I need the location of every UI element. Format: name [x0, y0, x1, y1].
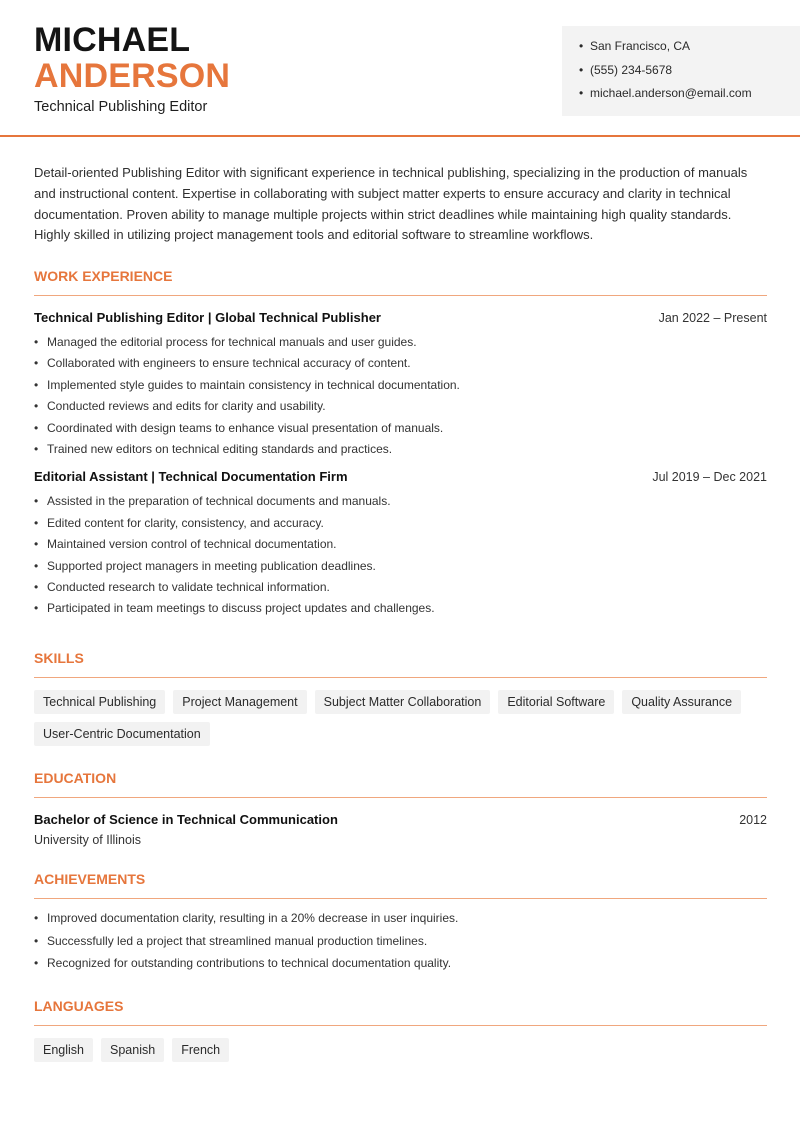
skills-section: [34, 648, 767, 746]
list-item: • Successfully led a project that streamlined manual production timelines.: [34, 930, 767, 953]
contact-phone: • (555) 234-5678: [579, 62, 800, 86]
last-name: ANDERSON: [34, 57, 231, 95]
job-entry-title: Technical Publishing Editor | Global Technical Publisher: [34, 310, 381, 325]
skill-tag: Technical Publishing: [34, 690, 165, 714]
graduation-year: 2012: [739, 813, 767, 827]
list-item: • Supported project managers in meeting publication deadlines.: [34, 556, 767, 577]
list-item: • Conducted reviews and edits for clarity and usability.: [34, 396, 767, 417]
skill-tag: Project Management: [173, 690, 306, 714]
contact-email: • michael.anderson@email.com: [579, 85, 800, 109]
skill-tag: Quality Assurance: [622, 690, 741, 714]
list-item: • Participated in team meetings to discuss project updates and challenges.: [34, 598, 767, 619]
section-divider: [34, 797, 767, 798]
section-title: ACHIEVEMENTS: [34, 871, 146, 887]
achievements-list: [34, 907, 767, 975]
list-item: • Conducted research to validate technical information.: [34, 577, 767, 598]
candidate-name: [34, 22, 230, 94]
languages-tags: [34, 1038, 767, 1062]
list-item: • Maintained version control of technical documentation.: [34, 534, 767, 555]
language-tag: French: [172, 1038, 229, 1062]
section-divider: [34, 295, 767, 296]
list-item: • Collaborated with engineers to ensure technical accuracy of content.: [34, 353, 767, 374]
job-title: Technical Publishing Editor: [34, 99, 208, 115]
job-entry-title: Editorial Assistant | Technical Documentation Firm: [34, 469, 348, 485]
contact-box: [562, 26, 800, 116]
list-item: • Assisted in the preparation of technical documents and manuals.: [34, 491, 767, 512]
list-item: • Coordinated with design teams to enhance visual presentation of manuals.: [34, 418, 767, 439]
languages-section: [34, 996, 767, 1062]
first-name: MICHAEL: [34, 21, 191, 59]
skill-tag: User-Centric Documentation: [34, 722, 210, 746]
education-section: [34, 768, 767, 850]
contact-location: • San Francisco, CA: [579, 38, 800, 62]
resume-header: [0, 0, 800, 137]
job-entry-date: Jan 2022 – Present: [658, 311, 767, 325]
skills-tags: [34, 690, 767, 746]
section-title: LANGUAGES: [34, 998, 124, 1014]
section-divider: [34, 1025, 767, 1026]
list-item: • Recognized for outstanding contributions to technical documentation quality.: [34, 952, 767, 975]
list-item: • Improved documentation clarity, resulting in a 20% decrease in user inquiries.: [34, 907, 767, 930]
achievements-section: [34, 869, 767, 975]
skill-tag: Subject Matter Collaboration: [315, 690, 491, 714]
job-entry: [34, 467, 767, 619]
list-item: • Edited content for clarity, consistency, and accuracy.: [34, 513, 767, 534]
job-bullets: [34, 491, 767, 619]
skill-tag: Editorial Software: [498, 690, 614, 714]
summary-paragraph: Detail-oriented Publishing Editor with significant experience in technical publishing, specializing in the production of manuals and instructional content. Expertise in collaborating with subject matter experts to ensure accuracy and clarity in technical documentation. Proven ability to manage multiple projects within strict deadlines while maintaining high quality standards. Highly skilled in utilizing project management tools and editorial software to streamline workflows.: [34, 165, 748, 243]
section-title: SKILLS: [34, 650, 84, 666]
degree-title: Bachelor of Science in Technical Communication: [34, 812, 338, 827]
work-experience-section: [34, 266, 767, 620]
section-divider: [34, 677, 767, 678]
list-item: • Trained new editors on technical editing standards and practices.: [34, 439, 767, 460]
school-name: University of Illinois: [34, 833, 141, 847]
job-bullets: [34, 332, 767, 460]
list-item: • Managed the editorial process for technical manuals and user guides.: [34, 332, 767, 353]
language-tag: English: [34, 1038, 93, 1062]
section-title: EDUCATION: [34, 770, 117, 786]
job-entry: [34, 308, 767, 460]
job-entry-date: Jul 2019 – Dec 2021: [652, 470, 767, 485]
list-item: • Implemented style guides to maintain consistency in technical documentation.: [34, 375, 767, 396]
section-title: WORK EXPERIENCE: [34, 268, 173, 284]
language-tag: Spanish: [101, 1038, 164, 1062]
section-divider: [34, 898, 767, 899]
